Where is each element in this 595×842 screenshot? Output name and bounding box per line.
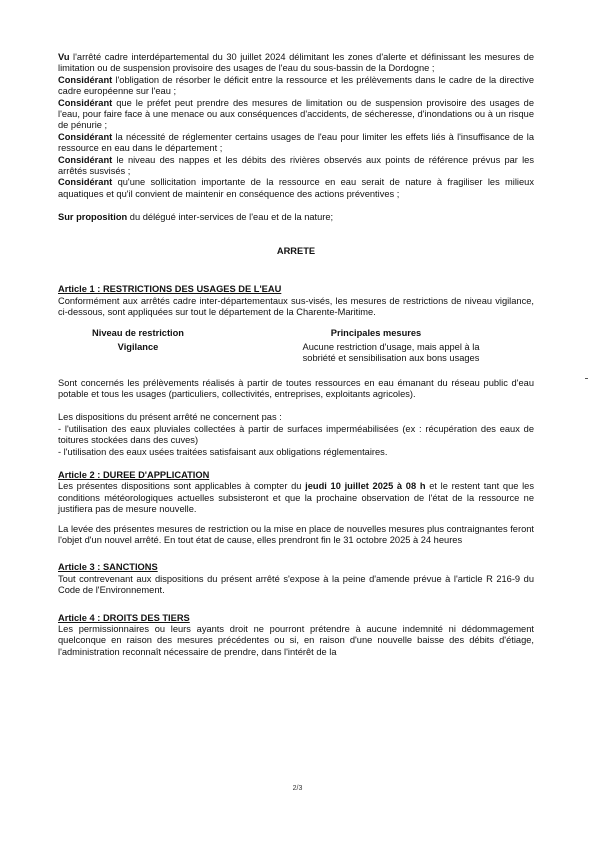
considerant-2: Considérant que le préfet peut prendre des mesures de limitation ou de suspension provisoire des usages de l'eau, pour faire face à une menace ou aux conséquences d'accidents, de sécheresse, d'inondations ou à un risque de pénurie ; (58, 97, 534, 131)
page-number: 2/3 (292, 785, 303, 792)
arrete-heading: ARRETE (276, 245, 316, 256)
table-row (58, 340, 534, 365)
article-1-exclusions-lead: Les dispositions du présent arrêté ne concernent pas : (58, 412, 282, 423)
proposition-paragraph: Sur proposition du délégué inter-services de l'eau et de la nature; (58, 212, 334, 223)
article-1-exclusion-item: - l'utilisation des eaux pluviales collectées à partir de surfaces imperméabilisées (ex : récupération des eaux de toitures stockées dans des cuves) (58, 423, 534, 446)
article-1-scope: Sont concernés les prélèvements réalisés à partir de toutes ressources en eau émanant du réseau public d'eau potable et tous les usages (particuliers, collectivités, entreprises, exploitants agricoles). (58, 377, 534, 399)
article-2-paragraph-2: La levée des présentes mesures de restriction ou la mise en place de nouvelles mesures plus contraignantes feront l'objet d'un nouvel arrêté. En tout état de cause, elles prendront fin le 31 octobre 2025 à 24 heures (58, 523, 534, 545)
vu-label: Vu (58, 52, 70, 62)
table-cell-measures: Aucune restriction d'usage, mais appel à la sobriété et sensibilisation aux bons usages (302, 341, 480, 364)
table-header-measures: Principales mesures (330, 328, 422, 339)
article-2-paragraph-1: Les présentes dispositions sont applicables à compter du jeudi 10 juillet 2025 à 08 h et le restent tant que les conditions météorologiques actuelles subsisteront et que la prochaine observation de l'état de la ressource ne justifiera pas de mesure nouvelle. (58, 481, 535, 515)
article-1-exclusion-item: - l'utilisation des eaux usées traitées satisfaisant aux obligations réglementaires. (58, 446, 388, 457)
considerant-3: Considérant la nécessité de réglementer certains usages de l'eau pour limiter les effets liés à l'insuffisance de la ressource en eau dans le département ; (58, 131, 534, 154)
table-header-level: Niveau de restriction (92, 328, 184, 339)
article-3-title: Article 3 : SANCTIONS (58, 562, 158, 573)
table-cell-level: Vigilance (117, 341, 159, 352)
article-1-intro: Conformément aux arrêtés cadre inter-départementaux sus-visés, les mesures de restrictions de niveau vigilance, ci-dessous, sont appliquées sur tout le département de la Charente-Maritime. (58, 295, 534, 317)
considerant-5: Considérant qu'une sollicitation importante de la ressource en eau serait de nature à fragiliser les milieux aquatiques et qu'il convient de maintenir en conséquence des actions préventives ; (58, 177, 534, 199)
considerant-4: Considérant le niveau des nappes et les débits des rivières observés aux points de référence prévus par les arrêtés susvisés ; (58, 154, 534, 177)
article-4-paragraph: Les permissionnaires ou leurs ayants droit ne pourront prétendre à aucune indemnité ni dédommagement quelconque en raison des mesures précédentes ou si, en raison d'une nouvelle baisse des débits d'étiage, l'administration reconnaît nécessaire de prendre, dans l'intérêt de la (58, 624, 534, 657)
article-4-title: Article 4 : DROITS DES TIERS (58, 612, 190, 623)
article-1-title: Article 1 : RESTRICTIONS DES USAGES DE L'EAU (58, 284, 282, 295)
considerant-1: Considérant l'obligation de résorber le déficit entre la ressource et les prélèvements dans le cadre de la directive cadre européenne sur l'eau ; (58, 74, 534, 97)
article-3-paragraph: Tout contrevenant aux dispositions du présent arrêté s'expose à la peine d'amende prévue à l'article R 216-9 du Code de l'Environnement. (58, 573, 534, 596)
document-body (58, 52, 534, 658)
vu-paragraph: Vu l'arrêté cadre interdépartemental du 30 juillet 2024 délimitant les zones d'alerte et définissant les mesures de limitation ou de suspension provisoire des usages de l'eau du sous-bassin de la Dordogne ; (58, 52, 534, 74)
restriction-table (58, 328, 534, 364)
margin-mark (585, 378, 588, 379)
article-2-title: Article 2 : DUREE D'APPLICATION (58, 469, 210, 480)
